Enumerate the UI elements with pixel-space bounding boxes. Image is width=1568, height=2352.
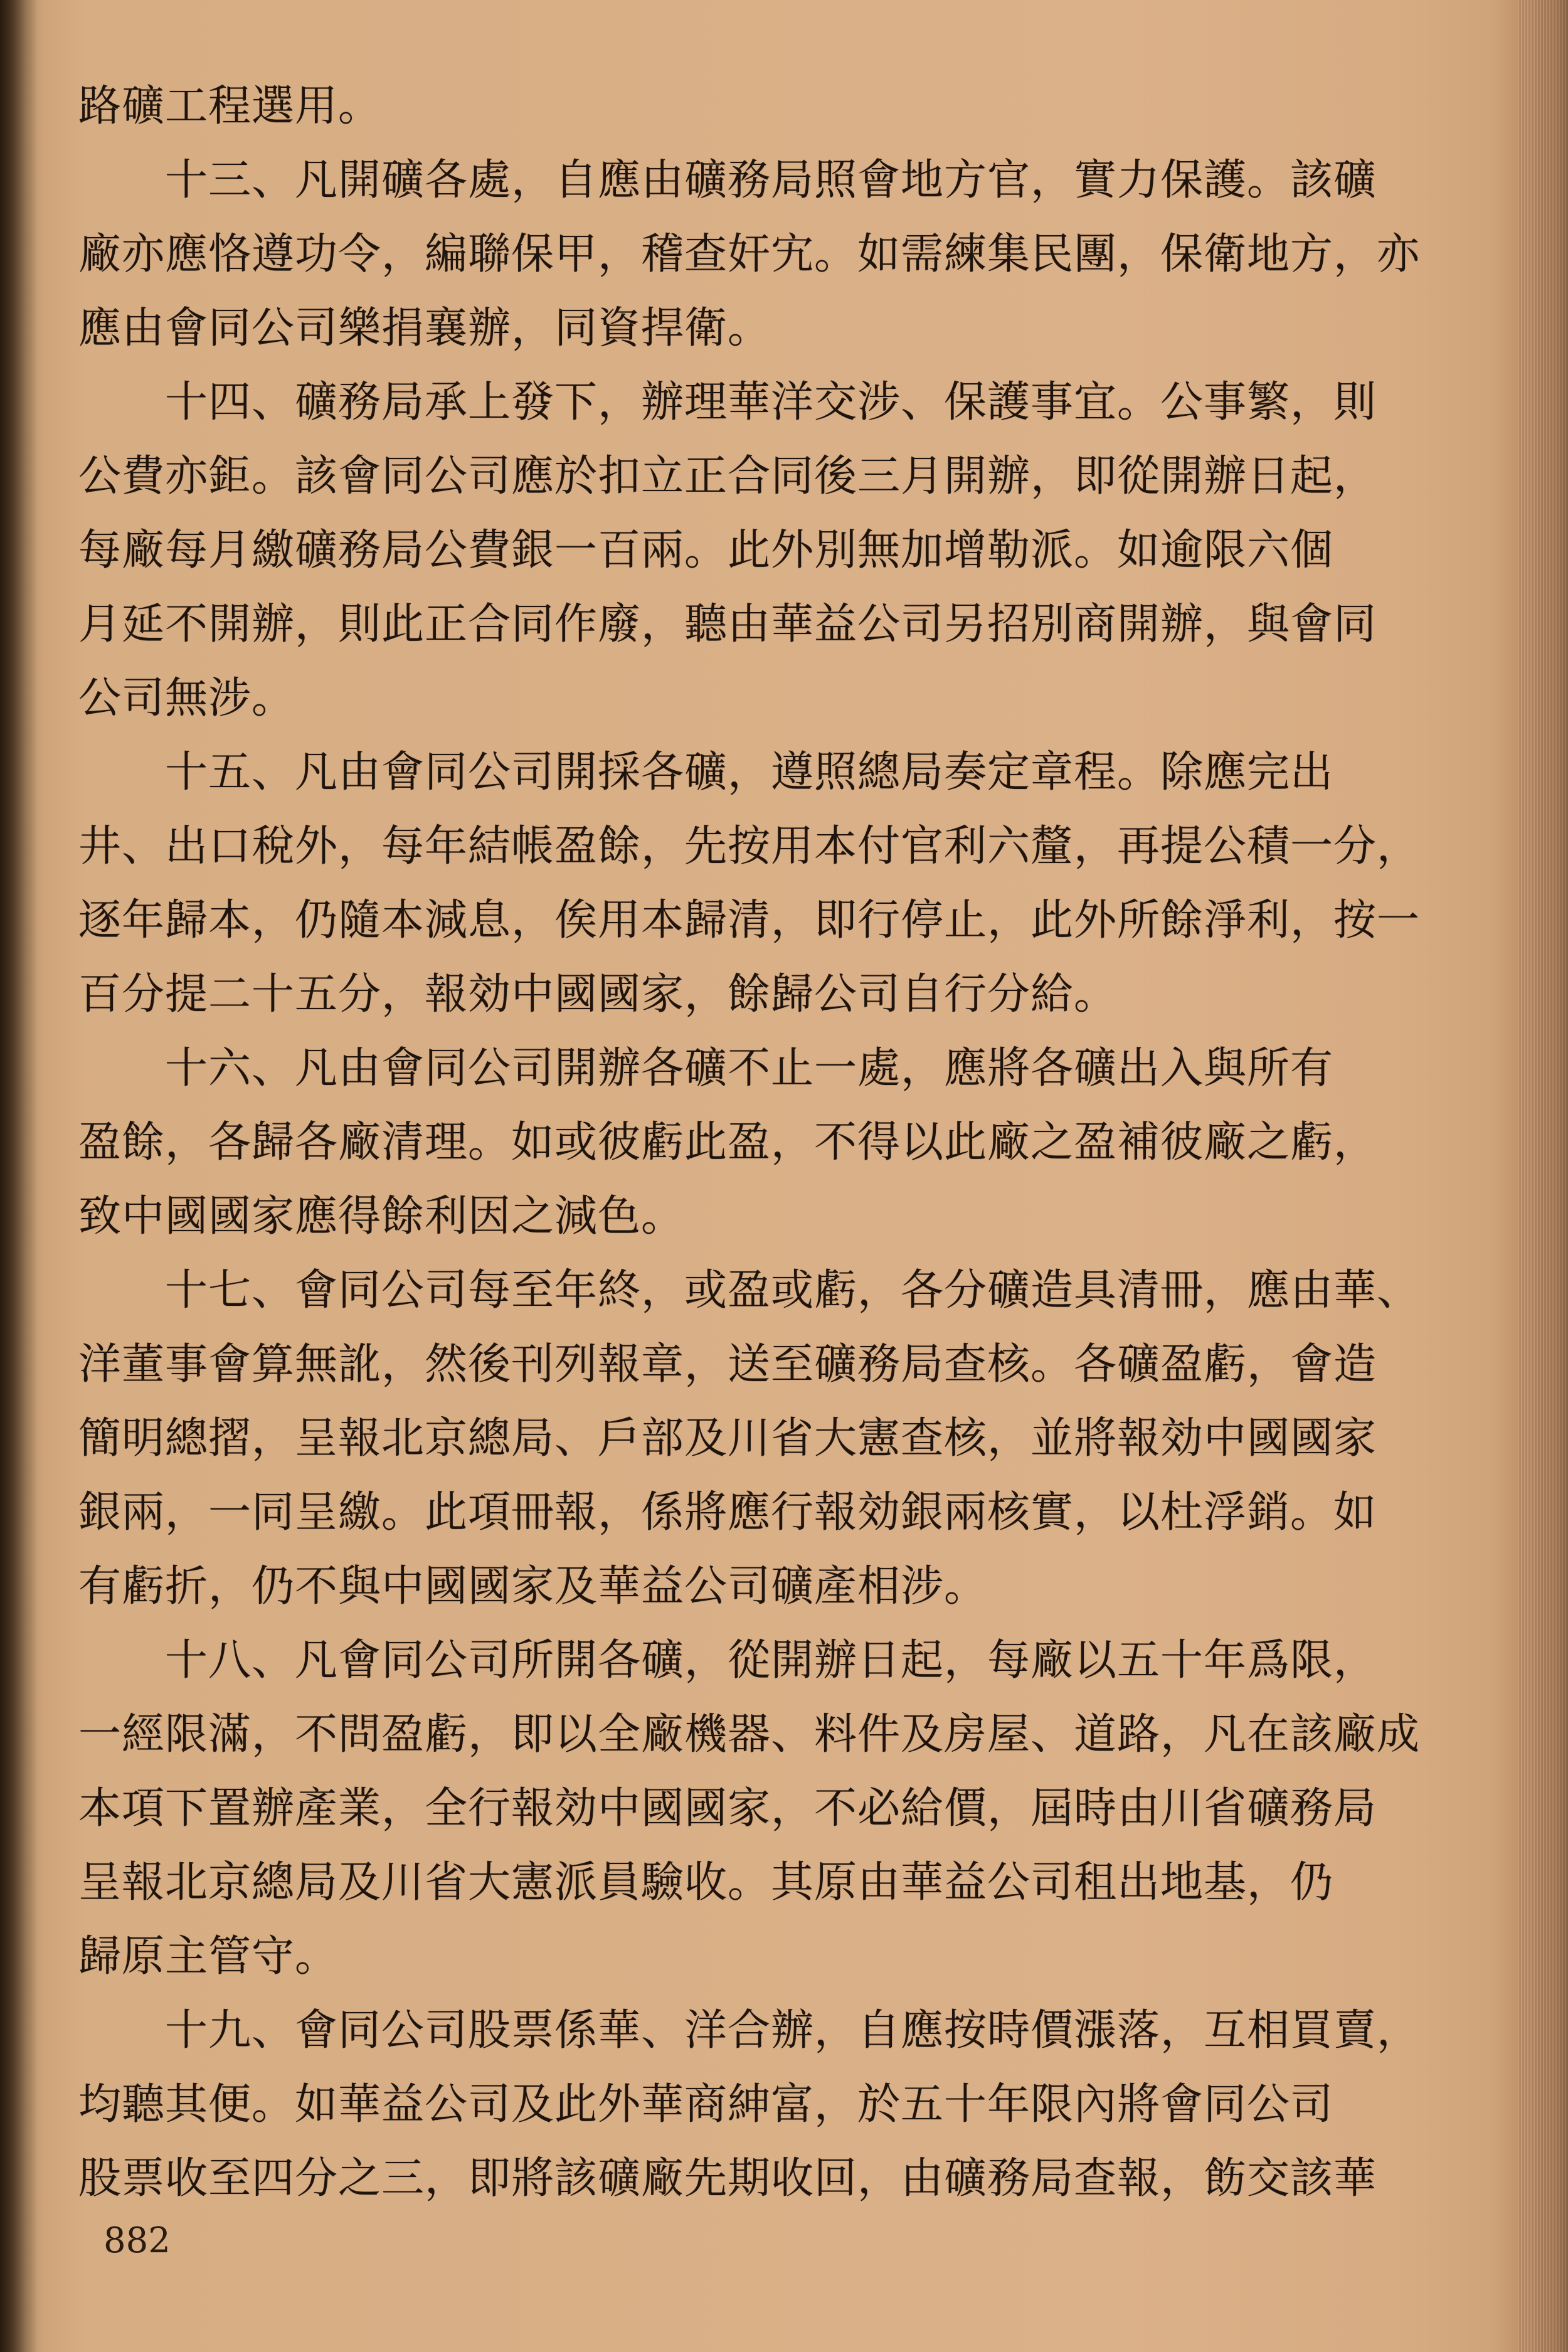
text-line: 十九、會同公司股票係華、洋合辦，自應按時價漲落，互相買賣， [78,2006,1421,2055]
text-line: 每廠每月繳礦務局公費銀一百兩。此外別無加增勒派。如逾限六個 [78,526,1334,575]
text-line: 公司無涉。 [78,674,295,723]
text-line: 十四、礦務局承上發下，辦理華洋交涉、保護事宜。公事繁，則 [78,378,1377,427]
text-line: 簡明總摺，呈報北京總局、戶部及川省大憲查核，並將報効中國國家 [78,1414,1377,1463]
text-line: 公費亦鉅。該會同公司應於扣立正合同後三月開辦，即從開辦日起， [78,452,1377,501]
text-line: 盈餘，各歸各廠清理。如或彼虧此盈，不得以此廠之盈補彼廠之虧， [78,1118,1377,1167]
text-line: 有虧折，仍不與中國國家及華益公司礦產相涉。 [78,1562,988,1611]
text-line: 呈報北京總局及川省大憲派員驗收。其原由華益公司租出地基，仍 [78,1858,1334,1907]
text-line: 百分提二十五分，報効中國國家，餘歸公司自行分給。 [78,970,1118,1019]
text-line: 應由會同公司樂捐襄辦，同資捍衛。 [78,304,771,353]
text-line: 股票收至四分之三，即將該礦廠先期收回，由礦務局查報，飭交該華 [78,2154,1377,2203]
page-stack-edge [1518,0,1568,2352]
text-line: 洋董事會算無訛，然後刊列報章，送至礦務局查核。各礦盈虧，會造 [78,1340,1377,1389]
text-line: 十五、凡由會同公司開採各礦，遵照總局奏定章程。除應完出 [78,748,1334,797]
text-line: 十七、會同公司每至年終，或盈或虧，各分礦造具清冊，應由華、 [78,1266,1421,1315]
book-spine-shadow [0,0,38,2352]
page-number: 882 [103,2220,171,2261]
text-line: 逐年歸本，仍隨本減息，俟用本歸清，即行停止，此外所餘淨利，按一 [78,896,1421,945]
text-line: 銀兩，一同呈繳。此項冊報，係將應行報効銀兩核實，以杜浮銷。如 [78,1488,1377,1537]
text-line: 致中國國家應得餘利因之減色。 [78,1192,685,1241]
text-line: 本項下置辦產業，全行報効中國國家，不必給價，屆時由川省礦務局 [78,1784,1377,1833]
text-line: 路礦工程選用。 [78,82,382,131]
text-line: 廠亦應恪遵功令，編聯保甲，稽查奸宄。如需練集民團，保衛地方，亦 [78,230,1421,279]
text-line: 十三、凡開礦各處，自應由礦務局照會地方官，實力保護。該礦 [78,156,1377,205]
text-line: 均聽其便。如華益公司及此外華商紳富，於五十年限內將會同公司 [78,2080,1334,2129]
text-line: 十六、凡由會同公司開辦各礦不止一處，應將各礦出入與所有 [78,1044,1334,1093]
text-line: 月延不開辦，則此正合同作廢，聽由華益公司另招別商開辦，與會同 [78,600,1377,649]
text-line: 井、出口稅外，每年結帳盈餘，先按用本付官利六釐，再提公積一分， [78,822,1421,871]
text-line: 歸原主管守。 [78,1932,339,1981]
text-line: 十八、凡會同公司所開各礦，從開辦日起，每廠以五十年爲限， [78,1636,1377,1685]
text-line: 一經限滿，不問盈虧，即以全廠機器、料件及房屋、道路，凡在該廠成 [78,1710,1421,1759]
